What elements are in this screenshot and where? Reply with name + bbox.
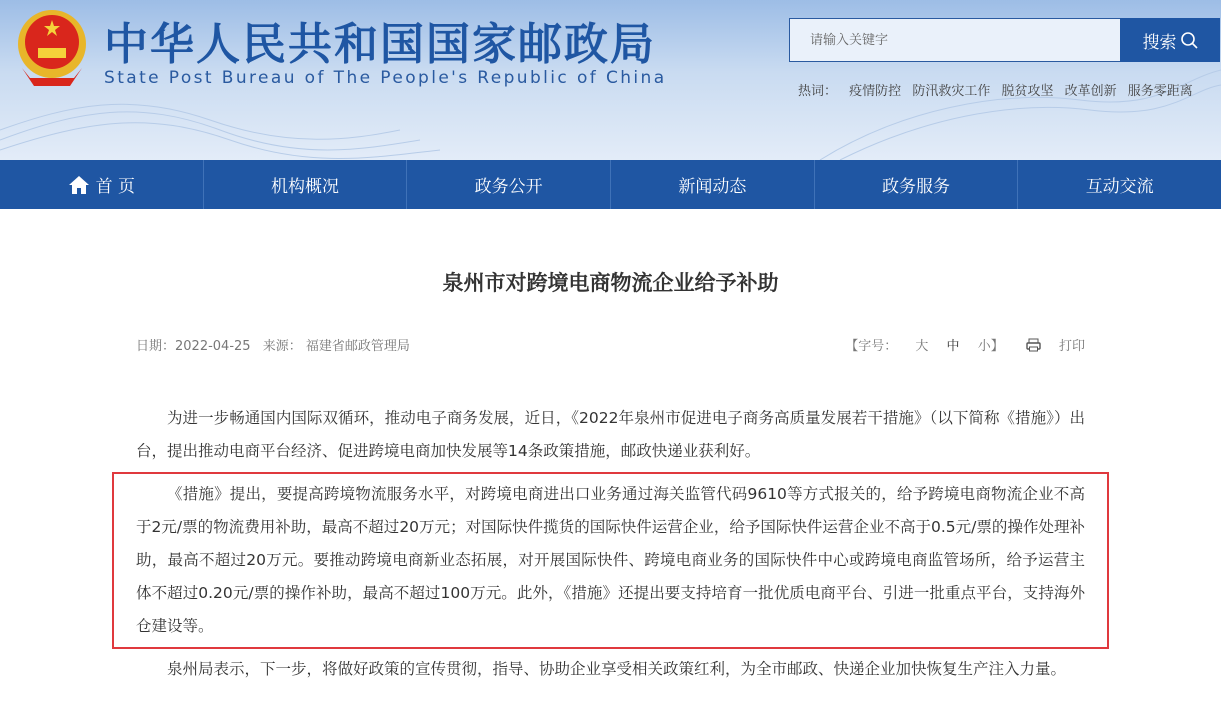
home-icon xyxy=(68,175,90,195)
nav-news[interactable]: 新闻动态 xyxy=(611,160,815,209)
article-paragraph: 泉州局表示，下一步，将做好政策的宣传贯彻，指导、协助企业享受相关政策红利，为全市邮政、快递企业加快恢复生产注入力量。 xyxy=(167,660,1067,678)
article-source: 来源： 福建省邮政管理局 xyxy=(262,339,410,354)
article-body xyxy=(112,402,1109,686)
nav-home-label: 首 页 xyxy=(95,177,136,197)
printer-icon xyxy=(1026,338,1041,352)
search-bar xyxy=(789,18,1220,62)
font-size-small[interactable]: 小】 xyxy=(977,339,1004,354)
hot-word-link[interactable]: 脱贫攻坚 xyxy=(1001,84,1054,99)
article-paragraph: 为进一步畅通国内国际双循环，推动电子商务发展，近日，《2022年泉州市促进电子商务高质量发展若干措施》（以下简称《措施》）出台，提出推动电商平台经济、促进跨境电商加快发展等14条政策措施，邮政快递业获利好。 xyxy=(136,409,1085,460)
site-header xyxy=(0,0,1221,160)
font-size-medium[interactable]: 中 xyxy=(946,339,960,354)
highlighted-paragraph: 《措施》提出，要提高跨境物流服务水平，对跨境电商进出口业务通过海关监管代码9610等方式报关的，给予跨境电商物流企业不高于2元/票的物流费用补助，最高不超过20万元；对国际快件揽货的国际快件运营企业，给予国际快件运营企业不高于0.5元/票的操作处理补助，最高不超过20万元。要推动跨境电商新业态拓展，对开展国际快件、跨境电商业务的国际快件中心或跨境电商监管场所，给予运营主体不超过0.20元/票的操作补助，最高不超过100万元。此外，《措施》还提出要支持培育一批优质电商平台、引进一批重点平台，支持海外仓建设等。 xyxy=(112,472,1109,649)
article-title: 泉州市对跨境电商物流企业给予补助 xyxy=(442,271,779,295)
nav-organization[interactable]: 机构概况 xyxy=(204,160,408,209)
article-meta xyxy=(112,335,1109,354)
search-button-label: 搜索 xyxy=(1142,32,1177,53)
article-date: 日期：2022-04-25 xyxy=(136,339,251,354)
print-button[interactable] xyxy=(1026,339,1085,354)
national-emblem-logo xyxy=(14,8,90,90)
font-size-label: 【字号： xyxy=(845,339,898,354)
site-title: 中华人民共和国国家邮政局 xyxy=(104,19,656,70)
nav-interaction[interactable]: 互动交流 xyxy=(1085,177,1154,197)
hot-words-label: 热词： xyxy=(798,84,838,99)
hot-word-link[interactable]: 防汛救灾工作 xyxy=(912,84,991,99)
main-nav xyxy=(0,160,1221,209)
print-label: 打印 xyxy=(1058,339,1085,354)
search-input[interactable] xyxy=(789,18,1120,62)
nav-home[interactable] xyxy=(0,160,204,209)
hot-words xyxy=(798,80,1200,99)
hot-word-link[interactable]: 改革创新 xyxy=(1064,84,1117,99)
nav-government-affairs[interactable]: 政务公开 xyxy=(407,160,611,209)
hot-word-link[interactable]: 服务零距离 xyxy=(1127,84,1193,99)
hot-word-link[interactable]: 疫情防控 xyxy=(849,84,902,99)
site-title-english: State Post Bureau of The People's Republic of China xyxy=(104,68,667,88)
font-size-large[interactable]: 大 xyxy=(915,339,929,354)
search-icon xyxy=(1180,31,1198,49)
search-button[interactable] xyxy=(1120,18,1220,62)
article xyxy=(0,267,1221,686)
nav-services[interactable]: 政务服务 xyxy=(815,160,1019,209)
